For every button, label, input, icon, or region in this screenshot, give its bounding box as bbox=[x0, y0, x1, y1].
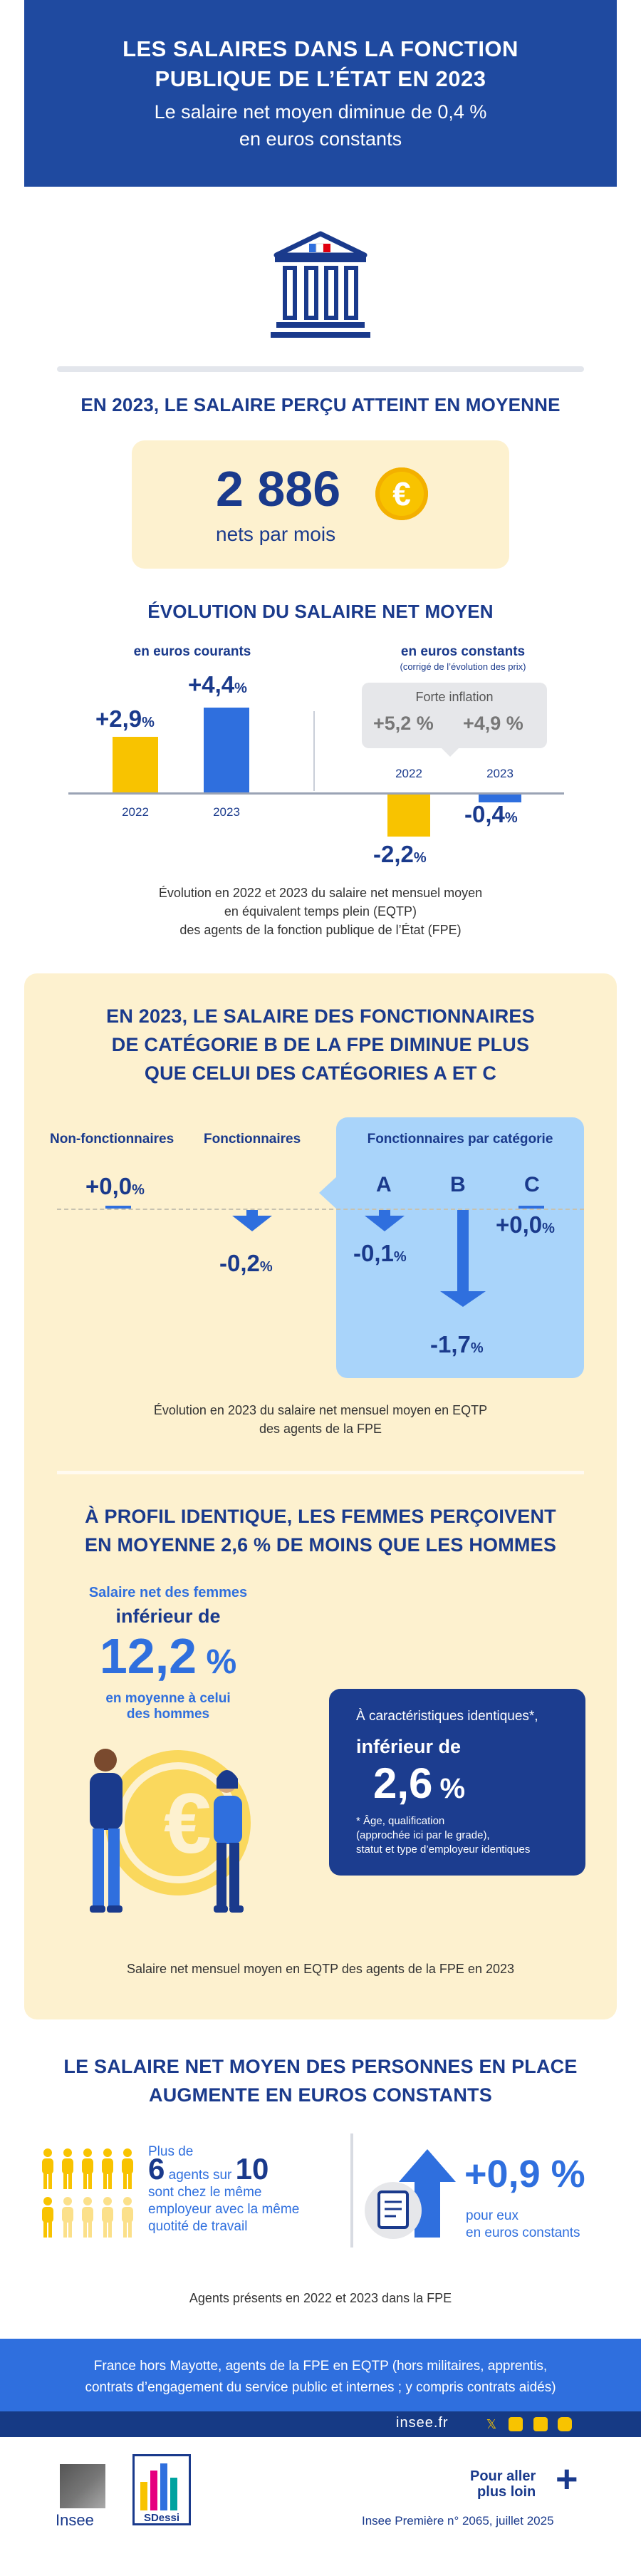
cat-a-number: -0,1 bbox=[353, 1240, 394, 1266]
non-fonct-number: +0,0 bbox=[85, 1173, 132, 1199]
bar-constant-2022 bbox=[387, 795, 430, 837]
in-place-agents-sur: agents sur bbox=[168, 2168, 232, 2183]
par-categorie-label: Fonctionnaires par catégorie bbox=[367, 1132, 553, 1147]
fonct-arrow-down-icon bbox=[232, 1210, 272, 1235]
scope-band bbox=[0, 2339, 641, 2411]
in-place-heading bbox=[24, 2052, 617, 2109]
sdessi-logo bbox=[132, 2454, 191, 2525]
plus-loin-label: plus loin bbox=[477, 2484, 536, 2500]
sdessi-bar-2 bbox=[150, 2471, 157, 2510]
person-icon bbox=[40, 2196, 56, 2243]
inflation-box-pointer bbox=[442, 748, 459, 757]
zero-line bbox=[57, 1209, 584, 1210]
pct-symbol: % bbox=[259, 1259, 273, 1275]
evolution-caption-line3: des agents de la fonction publique de l’État (FPE) bbox=[179, 923, 462, 937]
rising-arrow-document-icon bbox=[363, 2145, 470, 2245]
average-heading: EN 2023, LE SALAIRE PERÇU ATTEINT EN MOYENNE bbox=[80, 394, 561, 415]
card-note2: (approchée ici par le grade), bbox=[356, 1829, 490, 1841]
evolution-caption bbox=[24, 884, 617, 939]
fonctionnaires-label: Fonctionnaires bbox=[204, 1132, 301, 1147]
pct-symbol: % bbox=[142, 715, 155, 730]
in-place-pour-eux: pour eux bbox=[466, 2208, 518, 2223]
gender-left-sub1: en moyenne à celui bbox=[105, 1691, 231, 1706]
divider bbox=[57, 1471, 584, 1474]
average-unit: nets par mois bbox=[216, 523, 336, 545]
constant-euros-label: en euros constants bbox=[400, 644, 526, 659]
cat-b-value bbox=[430, 1331, 484, 1358]
evolution-caption-line1: Évolution en 2022 et 2023 du salaire net mensuel moyen bbox=[158, 886, 483, 900]
non-fonct-value bbox=[85, 1173, 145, 1200]
categories-heading-line1: EN 2023, LE SALAIRE DES FONCTIONNAIRES bbox=[106, 1005, 535, 1027]
card-inferior: inférieur de bbox=[356, 1736, 462, 1757]
card-number: 2,6 bbox=[373, 1759, 433, 1807]
people-grid bbox=[40, 2148, 140, 2243]
footer-bar bbox=[0, 2411, 641, 2437]
man-woman-euro-illustration bbox=[71, 1739, 271, 1931]
person-icon bbox=[80, 2148, 95, 2194]
youtube-icon[interactable] bbox=[509, 2417, 523, 2431]
year-label-2023: 2023 bbox=[213, 805, 240, 819]
inflation-2022: +5,2 % bbox=[373, 713, 434, 734]
categories-caption-line2: des agents de la FPE bbox=[259, 1422, 382, 1436]
header-title-line1: LES SALAIRES DANS LA FONCTION bbox=[123, 36, 518, 61]
gender-heading-line1: À PROFIL IDENTIQUE, LES FEMMES PERÇOIVENT bbox=[85, 1506, 556, 1527]
header-title bbox=[24, 34, 617, 94]
pct-symbol: % bbox=[504, 810, 518, 826]
current-2023-value bbox=[188, 671, 247, 698]
cat-c-marker bbox=[518, 1206, 544, 1209]
pour-aller-plus-loin-link[interactable] bbox=[470, 2468, 536, 2500]
pct-symbol: % bbox=[206, 1643, 237, 1681]
pct-symbol: % bbox=[234, 681, 247, 696]
card-note3: statut et type d’employeur identiques bbox=[356, 1843, 531, 1856]
header-banner bbox=[24, 0, 617, 187]
average-amount: 2 886 bbox=[216, 461, 341, 517]
current-euros-label: en euros courants bbox=[133, 644, 251, 659]
scope-line2: contrats d’engagement du service public et internes ; y compris contrats aidés) bbox=[85, 2380, 556, 2395]
insee-site-link[interactable]: insee.fr bbox=[396, 2415, 449, 2431]
chart-separator bbox=[313, 711, 315, 791]
inflation-box bbox=[362, 683, 547, 748]
pct-symbol: % bbox=[393, 1249, 407, 1265]
card-line1: À caractéristiques identiques*, bbox=[356, 1709, 538, 1724]
person-icon bbox=[120, 2196, 135, 2243]
publication-reference: Insee Première n° 2065, juillet 2025 bbox=[362, 2514, 554, 2528]
categories-heading bbox=[24, 1002, 617, 1087]
gender-left-block bbox=[75, 1585, 261, 1722]
cat-a-value bbox=[353, 1240, 407, 1267]
constant-2023-value bbox=[464, 801, 518, 828]
header-subtitle-line2: en euros constants bbox=[239, 128, 402, 150]
pour-aller-label: Pour aller bbox=[470, 2468, 536, 2484]
blue-box-pointer bbox=[319, 1176, 338, 1210]
person-icon bbox=[60, 2148, 75, 2194]
current-2022-value bbox=[95, 705, 155, 733]
bar-current-2022 bbox=[113, 737, 158, 792]
social-links bbox=[484, 2417, 572, 2431]
pct-symbol: % bbox=[413, 850, 427, 866]
in-place-increase: +0,9 % bbox=[464, 2153, 585, 2195]
gender-heading bbox=[24, 1502, 617, 1559]
year-label-2023: 2023 bbox=[486, 767, 514, 780]
cat-a-arrow-down-icon bbox=[365, 1210, 405, 1235]
in-place-constants: en euros constants bbox=[466, 2225, 580, 2240]
in-place-text bbox=[148, 2143, 326, 2235]
constant-euros-sublabel: (corrigé de l’évolution des prix) bbox=[400, 661, 526, 672]
categories-heading-line2: DE CATÉGORIE B DE LA FPE DIMINUE PLUS bbox=[111, 1034, 530, 1055]
sdessi-bar-1 bbox=[140, 2482, 147, 2510]
in-place-six: 6 bbox=[148, 2152, 165, 2186]
insee-logo-icon bbox=[60, 2464, 105, 2508]
header-subtitle bbox=[24, 98, 617, 152]
categories-caption-line1: Évolution en 2023 du salaire net mensuel moyen en EQTP bbox=[153, 1403, 488, 1417]
cat-b-label: B bbox=[450, 1173, 466, 1196]
categories-heading-line3: QUE CELUI DES CATÉGORIES A ET C bbox=[144, 1062, 497, 1084]
plus-icon[interactable]: + bbox=[556, 2458, 578, 2500]
current-2022-number: +2,9 bbox=[95, 705, 142, 732]
non-fonct-marker bbox=[105, 1206, 131, 1209]
person-icon bbox=[120, 2148, 135, 2194]
in-place-text3: quotité de travail bbox=[148, 2219, 248, 2234]
non-fonctionnaires-label: Non-fonctionnaires bbox=[50, 1132, 174, 1147]
in-place-plus-de: Plus de bbox=[148, 2144, 194, 2159]
illustration-euro-symbol: € bbox=[164, 1776, 212, 1871]
inflation-title: Forte inflation bbox=[415, 690, 494, 704]
cat-c-value bbox=[496, 1211, 555, 1238]
gender-left-inferior: inférieur de bbox=[115, 1605, 221, 1627]
government-building-icon bbox=[269, 229, 372, 345]
card-note bbox=[356, 1814, 530, 1857]
evolution-caption-line2: en équivalent temps plein (EQTP) bbox=[224, 904, 417, 919]
in-place-ten: 10 bbox=[235, 2152, 269, 2186]
sdessi-label: SDessi bbox=[143, 2512, 180, 2524]
person-icon bbox=[100, 2196, 115, 2243]
in-place-heading-line1: LE SALAIRE NET MOYEN DES PERSONNES EN PLACE bbox=[63, 2056, 578, 2077]
header-title-line2: PUBLIQUE DE L’ÉTAT EN 2023 bbox=[155, 66, 486, 91]
card-value bbox=[373, 1759, 465, 1808]
gender-caption: Salaire net mensuel moyen en EQTP des agents de la FPE en 2023 bbox=[127, 1962, 514, 1976]
in-place-caption: Agents présents en 2022 et 2023 dans la FPE bbox=[189, 2291, 452, 2305]
in-place-heading-line2: AUGMENTE EN EUROS CONSTANTS bbox=[149, 2084, 492, 2106]
in-place-separator bbox=[350, 2133, 353, 2247]
constant-2022-number: -2,2 bbox=[373, 841, 414, 867]
gender-left-sub2: des hommes bbox=[126, 1707, 210, 1722]
header-subtitle-line1: Le salaire net moyen diminue de 0,4 % bbox=[154, 101, 487, 123]
sdessi-bar-4 bbox=[170, 2478, 177, 2510]
person-icon bbox=[60, 2196, 75, 2243]
year-label-2022: 2022 bbox=[395, 767, 422, 780]
pct-symbol: % bbox=[470, 1340, 484, 1356]
cat-a-label: A bbox=[376, 1173, 392, 1196]
sdessi-bar-3 bbox=[160, 2463, 167, 2510]
person-icon bbox=[40, 2148, 56, 2194]
in-place-text1: sont chez le même bbox=[148, 2185, 262, 2200]
divider bbox=[57, 366, 584, 372]
person-icon bbox=[80, 2196, 95, 2243]
identical-profile-card bbox=[329, 1689, 585, 1876]
gender-left-label: Salaire net des femmes bbox=[88, 1585, 248, 1600]
card-note1: * Âge, qualification bbox=[356, 1815, 445, 1827]
x-icon[interactable]: 𝕏 bbox=[486, 2417, 497, 2431]
euro-coin-icon bbox=[375, 467, 428, 520]
gender-left-value bbox=[75, 1628, 261, 1691]
average-box bbox=[132, 440, 509, 569]
pct-symbol: % bbox=[132, 1182, 145, 1198]
fonct-number: -0,2 bbox=[219, 1250, 260, 1276]
inflation-2023: +4,9 % bbox=[463, 713, 523, 734]
in-place-text2: employeur avec la même bbox=[148, 2202, 300, 2217]
cat-b-arrow-down-icon bbox=[440, 1210, 486, 1310]
evolution-title: ÉVOLUTION DU SALAIRE NET MOYEN bbox=[147, 601, 494, 622]
gender-heading-line2: EN MOYENNE 2,6 % DE MOINS QUE LES HOMMES bbox=[84, 1534, 557, 1556]
fonct-value bbox=[219, 1250, 273, 1277]
euro-coin-symbol: € bbox=[392, 475, 411, 512]
pct-symbol: % bbox=[542, 1221, 555, 1236]
pct-symbol: % bbox=[439, 1773, 466, 1804]
constant-2022-value bbox=[373, 841, 427, 868]
gender-left-number: 12,2 bbox=[99, 1628, 197, 1684]
cat-b-number: -1,7 bbox=[430, 1331, 471, 1357]
bar-current-2023 bbox=[204, 708, 249, 792]
scope-line1: France hors Mayotte, agents de la FPE en EQTP (hors militaires, apprentis, bbox=[93, 2359, 548, 2374]
year-label-2022: 2022 bbox=[122, 805, 149, 819]
instagram-icon[interactable] bbox=[558, 2417, 572, 2431]
cat-c-number: +0,0 bbox=[496, 1211, 543, 1238]
in-place-increase-sub bbox=[466, 2208, 580, 2242]
cat-c-label: C bbox=[524, 1173, 540, 1196]
person-icon bbox=[100, 2148, 115, 2194]
linkedin-icon[interactable] bbox=[533, 2417, 548, 2431]
scope-text bbox=[0, 2356, 641, 2399]
constant-2023-number: -0,4 bbox=[464, 801, 505, 827]
categories-caption bbox=[24, 1401, 617, 1438]
current-2023-number: +4,4 bbox=[188, 671, 235, 698]
insee-logo-label: Insee bbox=[56, 2511, 94, 2529]
